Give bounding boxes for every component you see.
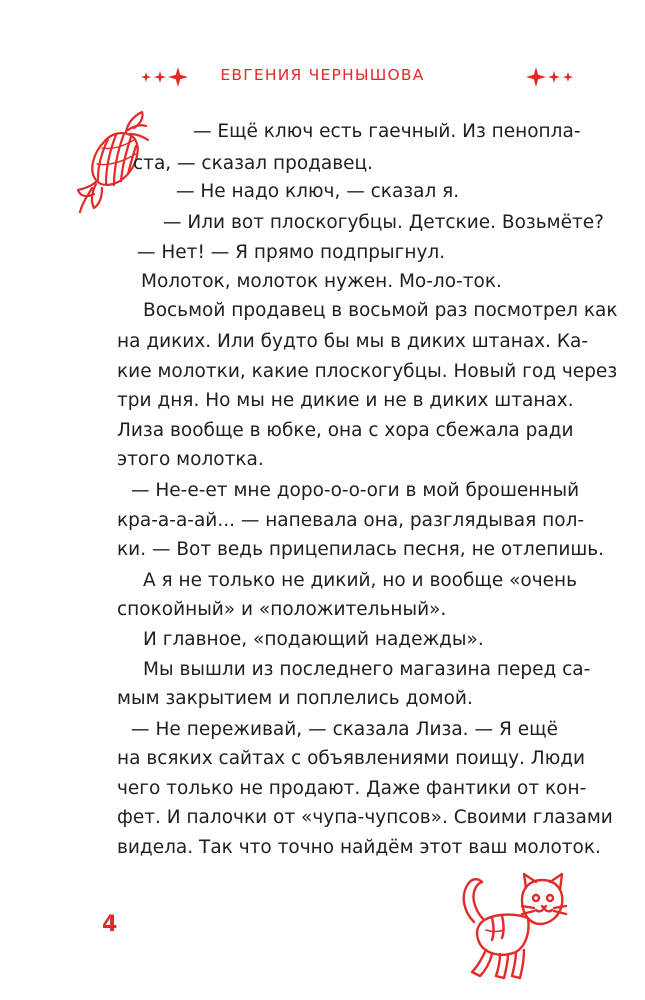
text-line: — Не переживай, — сказала Лиза. — Я ещё <box>131 719 558 740</box>
text-line: кра-а-а-ай... — напевала она, разглядывая пол- <box>117 510 585 531</box>
text-line: этого молотка. <box>117 449 264 470</box>
page-number: 4 <box>102 912 118 937</box>
text-line: фет. И палочки от «чупа-чупсов». Своими глазами <box>117 807 613 828</box>
text-line: спокойный» и «положительный». <box>117 599 447 620</box>
text-line: — Или вот плоскогубцы. Детские. Возьмёте? <box>163 212 604 233</box>
text-line: три дня. Но мы не дикие и не в диких штанах. <box>117 390 574 411</box>
stars-right-icon <box>524 62 576 92</box>
text-line: А я не только не дикий, но и вообще «очень <box>143 570 578 591</box>
page-header <box>0 62 645 92</box>
text-line: кие молотки, какие плоскогубцы. Новый год через <box>117 361 618 382</box>
text-line: — Ещё ключ есть гаечный. Из пенопла- <box>193 121 581 142</box>
text-line: — Нет! — Я прямо подпрыгнул. <box>137 242 446 263</box>
text-line: чего только не продают. Даже фантики от кон- <box>117 778 587 799</box>
text-line: мым закрытием и поплелись домой. <box>117 688 473 709</box>
text-line: Молоток, молоток нужен. Мо-ло-ток. <box>141 271 502 292</box>
text-line: ста, — сказал продавец. <box>133 153 374 174</box>
text-line: И главное, «подающий надежды». <box>143 629 484 650</box>
author-name: ЕВГЕНИЯ ЧЕРНЫШОВА <box>220 66 425 84</box>
text-line: — Не-е-ет мне доро-о-о-оги в мой брошенный <box>131 480 580 501</box>
text-line: — Не надо ключ, — сказал я. <box>176 181 460 202</box>
text-line: видела. Так что точно найдём этот ваш молоток. <box>117 837 601 858</box>
text-line: на диких. Или будто бы мы в диких штанах. Ка- <box>117 331 589 352</box>
text-line: Лиза вообще в юбке, она с хора сбежала ради <box>117 420 574 441</box>
text-line: Восьмой продавец в восьмой раз посмотрел как <box>143 300 618 321</box>
text-line: ки. — Вот ведь прицепилась песня, не отлепишь. <box>117 539 605 560</box>
cat-icon <box>452 866 572 988</box>
text-line: на всяких сайтах с объявлениями поищу. Люди <box>117 748 586 769</box>
text-line: Мы вышли из последнего магазина перед са- <box>143 659 591 680</box>
